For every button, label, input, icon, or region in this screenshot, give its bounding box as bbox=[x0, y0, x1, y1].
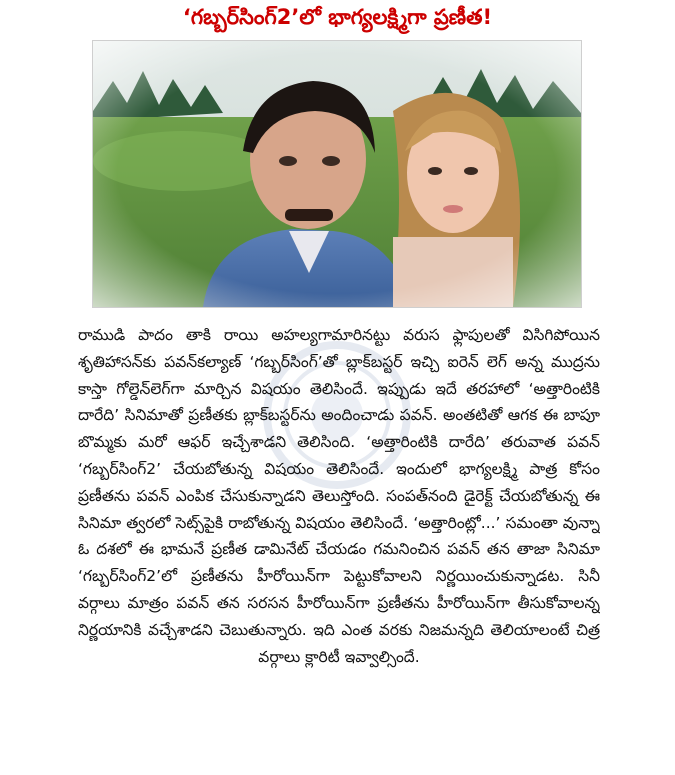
headline: ‘గబ్బర్‌సింగ్2’లో భాగ్యలక్ష్మిగా ప్రణీత! bbox=[182, 5, 493, 29]
article-body: రాముడి పాదం తాకి రాయి అహల్యగామారినట్టు వరుస ఫ్లాపులతో విసిగిపోయిన శృతిహాసన్‌కు పవన్‌కల్యాణ్ ‘గబ్బర్‌సింగ్’తో బ్లాక్‌బస్టర్ ఇచ్చి ఐరెన్ లెగ్ అన్న ముద్రను కాస్తా గోల్డెన్‌లెగ్‌గా మార్చిన విషయం తెలిసిందే. ఇప్పుడు ఇదే తరహాలో ‘అత్తారింటికి దారేది’ సినిమాతో ప్రణీతకు బ్లాక్‌బస్టర్‌ను అందించాడు పవన్. అంతటితో ఆగక ఈ బాపూ బొమ్మకు మరో ఆఫర్ ఇచ్చేశాడని తెలిసింది. ‘అత్తారింటికి దారేది’ తరువాత పవన్ ‘గబ్బర్‌సింగ్2’ చేయబోతున్న విషయం తెలిసిందే. ఇందులో భాగ్యలక్ష్మి పాత్ర కోసం ప్రణీతను పవన్ ఎంపిక చేసుకున్నాడని తెలుస్తోంది. సంపత్‌నంది డైరెక్ట్ చేయబోతున్న ఈ సినిమా త్వరలో సెట్స్‌పైకి రాబోతున్న విషయం తెలిసిందే. ‘అత్తారింట్లో...’ సమంతా వున్నా ఓ దశలో ఈ భామనే ప్రణీత డామినేట్ చేయడం గమనించిన పవన్ తన తాజా సినిమా ‘గబ్బర్‌సింగ్2’లో ప్రణీతను హీరోయిన్‌గా పెట్టుకోవాలని నిర్ణయించుకున్నాడట. సినీ వర్గాలు మాత్రం పవన్ తన సరసన హీరోయిన్‌గా ప్రణీతను హీరోయిన్‌గా తీసుకోవాలన్న నిర్ణయానికి వచ్చేశాడని చెబుతున్నారు. ఇది ఎంత వరకు నిజమన్నది తెలియాలంటే చిత్ర వర్గాలు క్లారిటీ ఇవ్వాల్సిందే. bbox=[78, 326, 600, 666]
movie-still-photo bbox=[92, 40, 582, 308]
